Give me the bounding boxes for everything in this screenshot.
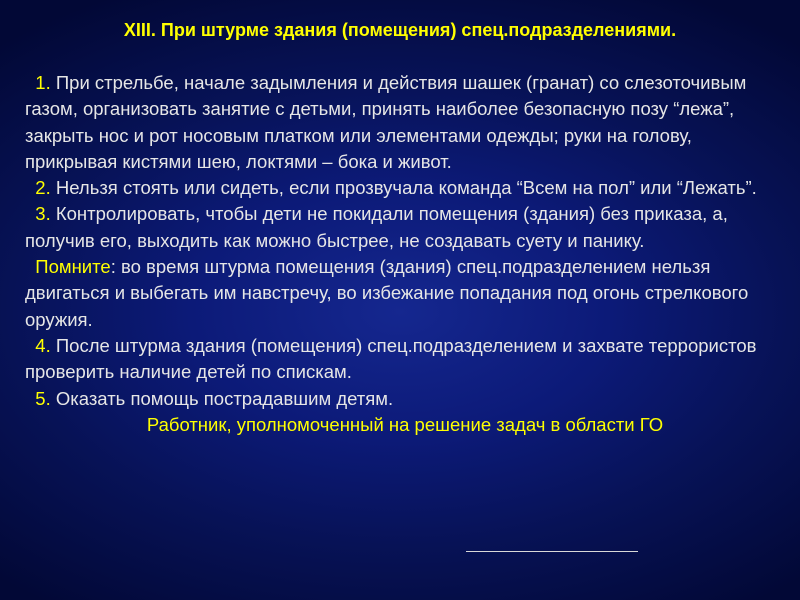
item-number: 5.	[35, 387, 51, 409]
list-item	[25, 70, 785, 175]
item-text: Оказать помощь пострадавшим детям.	[50, 387, 394, 409]
item-number: 3.	[35, 203, 51, 225]
remember-label: Помните	[35, 256, 111, 278]
item-number: 4.	[35, 334, 51, 356]
list-item	[25, 333, 785, 386]
item-number: 2.	[35, 177, 51, 199]
signature-line	[466, 531, 638, 552]
item-number: 1.	[35, 72, 51, 93]
item-text: После штурма здания (помещения) спец.подразделением и захвате террористов проверить наличие детей по спискам.	[25, 334, 757, 383]
item-text: При стрельбе, начале задымления и действия шашек (гранат) со слезоточивым газом, организовать занятие с детьми, принять наиболее безопасную позу “лежа”, закрыть нос и рот носовым платком или элементами одежды; руки на голову, прикрывая кистями шею, локтями – бока и живот.	[25, 72, 747, 172]
list-item	[25, 175, 785, 201]
slide-body	[25, 70, 785, 438]
list-item	[25, 201, 785, 254]
item-text: Нельзя стоять или сидеть, если прозвучала команда “Всем на пол” или “Лежать”.	[50, 177, 757, 199]
signer-line: Работник, уполномоченный на решение задач в области ГО	[146, 413, 664, 435]
list-item	[25, 386, 785, 412]
slide-title: XIII. При штурме здания (помещения) спец.подразделениями.	[123, 20, 677, 40]
remember-text: : во время штурма помещения (здания) спец.подразделением нельзя двигаться и выбегать им навстречу, во избежание попадания под огонь стрелкового оружия.	[25, 256, 749, 330]
remember-note	[25, 254, 785, 333]
item-text: Контролировать, чтобы дети не покидали помещения (здания) без приказа, а, получив его, выходить как можно быстрее, не создавать суету и панику.	[25, 203, 728, 251]
